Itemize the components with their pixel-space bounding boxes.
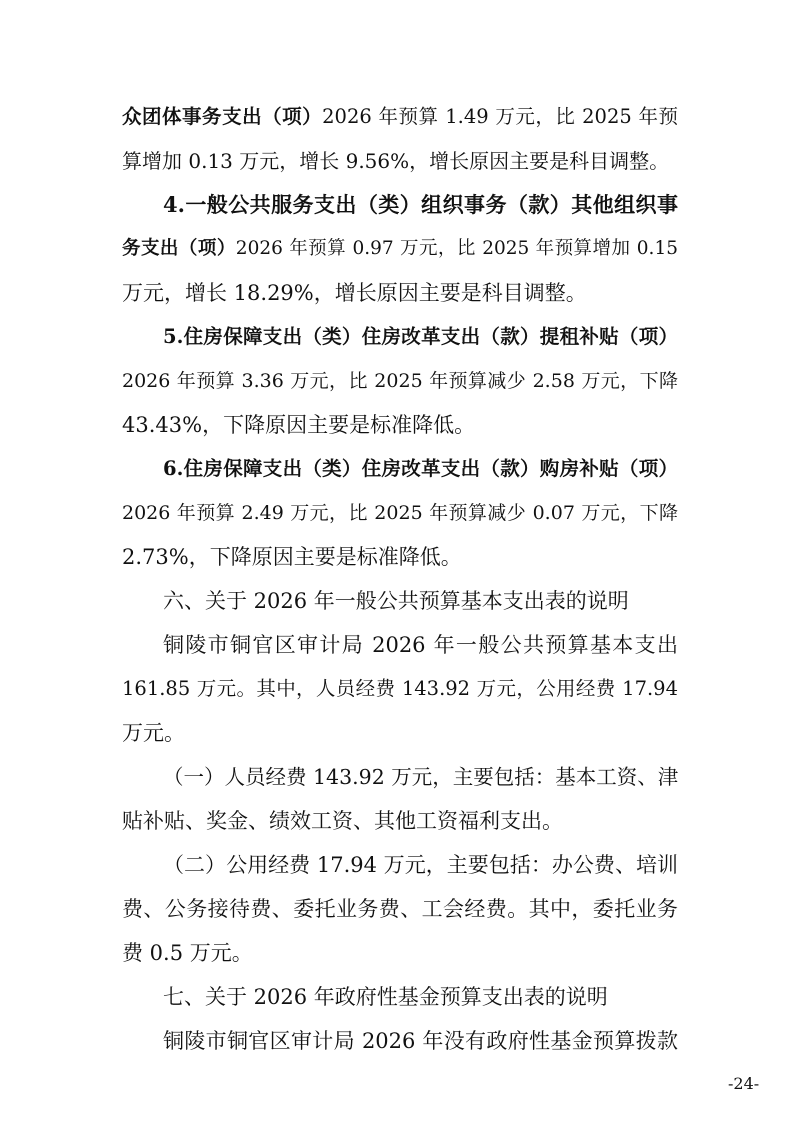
text-line-19 [122, 896, 678, 926]
text-line-1 [122, 104, 678, 134]
line-18-text: （二）公用经费 17.94 万元，主要包括：办公费、培训 [163, 853, 678, 877]
line-16-text: （一）人员经费 143.92 万元，主要包括：基本工资、津 [163, 765, 679, 789]
line-11-text: 2.73%，下降原因主要是标准降低。 [122, 545, 462, 569]
text-line-14 [122, 676, 678, 706]
line-5-text: 万元，增长 18.29%，增长原因主要是科目调整。 [122, 281, 587, 305]
line-7-text: 2026 年预算 3.36 万元，比 2025 年预算减少 2.58 万元，下降 [122, 370, 678, 392]
text-line-22 [163, 1028, 678, 1058]
text-line-17 [122, 808, 678, 838]
text-line-11 [122, 544, 678, 574]
line-9-heading: 6.住房保障支出（类）住房改革支出（款）购房补贴（项） [163, 457, 678, 480]
line-13-text: 铜陵市铜官区审计局 2026 年一般公共预算基本支出 [163, 633, 678, 657]
line-15-text: 万元。 [122, 721, 185, 745]
text-line-7 [122, 368, 678, 398]
text-line-6 [163, 324, 678, 354]
line-6-heading: 5.住房保障支出（类）住房改革支出（款）提租补贴（项） [163, 325, 678, 348]
line-1-bold: 众团体事务支出（项） [122, 105, 323, 128]
line-20-text: 费 0.5 万元。 [122, 941, 253, 965]
line-14-text: 161.85 万元。其中，人员经费 143.92 万元，公用经费 17.94 [122, 677, 678, 700]
page-number: -24- [728, 1074, 760, 1093]
section-heading-7 [163, 984, 678, 1014]
text-line-2 [122, 148, 678, 178]
line-4-text: 2026 年预算 0.97 万元，比 2025 年预算增加 0.15 [235, 238, 678, 259]
section-6-title: 六、关于 2026 年一般公共预算基本支出表的说明 [163, 589, 629, 613]
section-heading-6 [163, 588, 678, 618]
text-line-3 [163, 192, 678, 222]
line-8-text: 43.43%，下降原因主要是标准降低。 [122, 413, 476, 437]
text-line-9 [163, 456, 678, 486]
line-1-text: 2026 年预算 1.49 万元，比 2025 年预 [322, 105, 678, 128]
text-line-15 [122, 720, 678, 750]
line-22-text: 铜陵市铜官区审计局 2026 年没有政府性基金预算拨款 [163, 1029, 678, 1053]
line-19-text: 费、公务接待费、委托业务费、工会经费。其中，委托业务 [122, 897, 678, 921]
section-7-title: 七、关于 2026 年政府性基金预算支出表的说明 [163, 985, 608, 1009]
text-line-16 [163, 764, 678, 794]
text-line-10 [122, 500, 678, 530]
line-10-text: 2026 年预算 2.49 万元，比 2025 年预算减少 0.07 万元，下降 [122, 502, 678, 524]
line-4-bold: 务支出（项） [122, 238, 236, 259]
text-line-20 [122, 940, 678, 970]
line-2-text: 算增加 0.13 万元，增长 9.56%，增长原因主要是科目调整。 [122, 149, 670, 173]
text-line-18 [163, 852, 678, 882]
text-line-8 [122, 412, 678, 442]
text-line-13 [163, 632, 678, 662]
text-line-5 [122, 280, 678, 310]
line-17-text: 贴补贴、奖金、绩效工资、其他工资福利支出。 [122, 809, 563, 833]
text-line-4 [122, 236, 678, 266]
line-3-heading: 4.一般公共服务支出（类）组织事务（款）其他组织事 [163, 192, 678, 217]
